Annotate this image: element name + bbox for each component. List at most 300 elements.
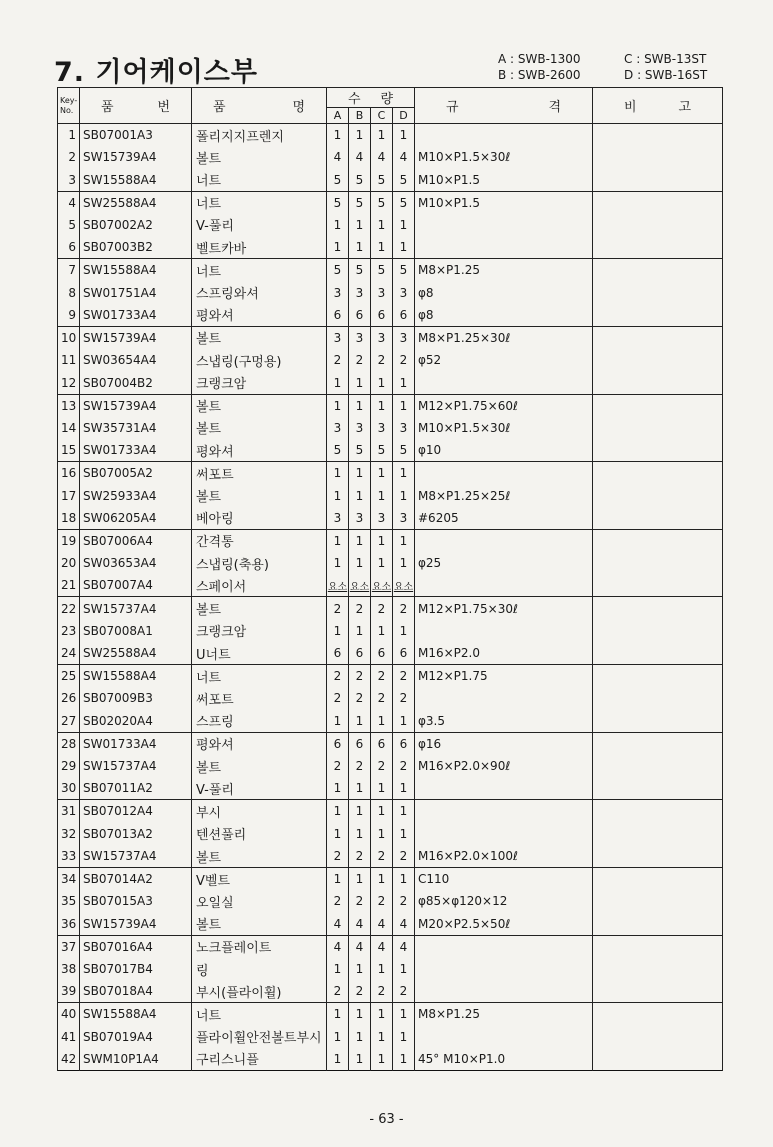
cell-code: SW01751A4 [80, 281, 192, 304]
cell-b: 2 [349, 890, 371, 913]
cell-code: SB07008A1 [80, 620, 192, 643]
cell-remark [593, 732, 723, 755]
cell-b: 1 [349, 484, 371, 507]
cell-name: 써포트 [192, 462, 327, 485]
cell-name: 플라이휠안전볼트부시 [192, 1025, 327, 1048]
cell-c: 1 [371, 124, 393, 147]
page-title: 7. 기어케이스부 [54, 57, 258, 88]
cell-name: 볼트 [192, 394, 327, 417]
qty-header: 수 량 [327, 88, 415, 108]
cell-a: 1 [327, 462, 349, 485]
cell-remark [593, 935, 723, 958]
cell-no: 1 [58, 124, 80, 147]
cell-c: 1 [371, 1025, 393, 1048]
cell-remark [593, 890, 723, 913]
cell-spec: #6205 [415, 507, 593, 530]
cell-name: 크랭크암 [192, 620, 327, 643]
cell-remark [593, 642, 723, 665]
cell-no: 32 [58, 822, 80, 845]
cell-c: 1 [371, 236, 393, 259]
cell-name: V-풀리 [192, 214, 327, 237]
table-row [58, 935, 723, 958]
table-row [58, 169, 723, 192]
parts-rows [58, 124, 723, 1071]
cell-b: 1 [349, 822, 371, 845]
cell-d: 1 [393, 1048, 415, 1071]
cell-code: SW15588A4 [80, 665, 192, 688]
cell-c: 2 [371, 687, 393, 710]
cell-d: 6 [393, 304, 415, 327]
part-name-header: 품 명 [192, 88, 327, 124]
cell-no: 27 [58, 710, 80, 733]
cell-c: 3 [371, 417, 393, 440]
cell-c: 1 [371, 552, 393, 575]
table-row [58, 687, 723, 710]
cell-code: SW15737A4 [80, 597, 192, 620]
cell-b: 1 [349, 620, 371, 643]
cell-spec [415, 980, 593, 1003]
spec-header: 규 격 [415, 88, 593, 124]
cell-remark [593, 1003, 723, 1026]
cell-name: 볼트 [192, 845, 327, 868]
cell-remark [593, 372, 723, 395]
cell-b: 1 [349, 214, 371, 237]
cell-no: 42 [58, 1048, 80, 1071]
cell-c: 2 [371, 755, 393, 778]
cell-b: 2 [349, 845, 371, 868]
cell-d: 2 [393, 980, 415, 1003]
cell-remark [593, 665, 723, 688]
cell-code: SB07004B2 [80, 372, 192, 395]
cell-spec: M8×P1.25 [415, 259, 593, 282]
cell-b: 2 [349, 349, 371, 372]
cell-name: 볼트 [192, 484, 327, 507]
cell-spec: φ85×φ120×12 [415, 890, 593, 913]
cell-spec [415, 620, 593, 643]
cell-d: 1 [393, 1003, 415, 1026]
cell-remark [593, 259, 723, 282]
cell-a: 2 [327, 687, 349, 710]
cell-name: 벨트카바 [192, 236, 327, 259]
model-a: A : SWB-1300 [498, 52, 581, 66]
cell-remark [593, 146, 723, 169]
cell-spec: M10×P1.5 [415, 169, 593, 192]
cell-name: 볼트 [192, 326, 327, 349]
cell-no: 39 [58, 980, 80, 1003]
cell-code: SW15588A4 [80, 259, 192, 282]
cell-name: 평와셔 [192, 439, 327, 462]
cell-d: 1 [393, 710, 415, 733]
cell-c: 4 [371, 146, 393, 169]
cell-no: 25 [58, 665, 80, 688]
cell-a: 1 [327, 777, 349, 800]
cell-c: 1 [371, 394, 393, 417]
cell-spec: M16×P2.0×90ℓ [415, 755, 593, 778]
cell-code: SB07009B3 [80, 687, 192, 710]
cell-c: 2 [371, 597, 393, 620]
cell-spec [415, 935, 593, 958]
cell-code: SW15739A4 [80, 146, 192, 169]
cell-c: 1 [371, 214, 393, 237]
cell-code: SB07016A4 [80, 935, 192, 958]
cell-remark [593, 913, 723, 936]
cell-c: 1 [371, 484, 393, 507]
cell-remark [593, 552, 723, 575]
cell-spec: φ25 [415, 552, 593, 575]
cell-a: 3 [327, 281, 349, 304]
cell-spec [415, 372, 593, 395]
cell-a: 2 [327, 755, 349, 778]
table-row [58, 124, 723, 147]
cell-d: 2 [393, 597, 415, 620]
cell-no: 26 [58, 687, 80, 710]
cell-code: SW01733A4 [80, 304, 192, 327]
cell-no: 23 [58, 620, 80, 643]
cell-b: 5 [349, 439, 371, 462]
cell-code: SB07007A4 [80, 574, 192, 597]
table-row [58, 868, 723, 891]
cell-c: 1 [371, 1048, 393, 1071]
cell-code: SB07017B4 [80, 958, 192, 981]
table-row [58, 484, 723, 507]
table-row [58, 462, 723, 485]
cell-remark [593, 191, 723, 214]
cell-c: 1 [371, 462, 393, 485]
cell-a: 1 [327, 236, 349, 259]
table-row [58, 552, 723, 575]
cell-b: 1 [349, 710, 371, 733]
cell-d: 3 [393, 507, 415, 530]
cell-name: 크랭크암 [192, 372, 327, 395]
cell-b: 4 [349, 913, 371, 936]
cell-b: 2 [349, 665, 371, 688]
cell-remark [593, 439, 723, 462]
cell-spec [415, 958, 593, 981]
cell-d: 2 [393, 349, 415, 372]
table-row [58, 259, 723, 282]
cell-a: 2 [327, 349, 349, 372]
cell-no: 6 [58, 236, 80, 259]
cell-no: 33 [58, 845, 80, 868]
cell-d: 1 [393, 868, 415, 891]
cell-c: 1 [371, 710, 393, 733]
table-row [58, 732, 723, 755]
qty-col-c: C [371, 108, 393, 124]
cell-a: 3 [327, 326, 349, 349]
page-number: - 63 - [369, 1112, 404, 1127]
cell-spec: M10×P1.5 [415, 191, 593, 214]
cell-name: 스냅링(구멍용) [192, 349, 327, 372]
cell-d: 1 [393, 958, 415, 981]
cell-remark [593, 822, 723, 845]
cell-spec [415, 687, 593, 710]
cell-c: 4 [371, 935, 393, 958]
cell-no: 2 [58, 146, 80, 169]
cell-remark [593, 687, 723, 710]
cell-spec [415, 822, 593, 845]
cell-a: 1 [327, 484, 349, 507]
cell-d: 2 [393, 755, 415, 778]
cell-remark [593, 597, 723, 620]
cell-a: 1 [327, 552, 349, 575]
cell-name: 노크플레이트 [192, 935, 327, 958]
cell-b: 1 [349, 552, 371, 575]
cell-no: 30 [58, 777, 80, 800]
cell-code: SB07012A4 [80, 800, 192, 823]
cell-remark [593, 169, 723, 192]
cell-b: 2 [349, 980, 371, 1003]
cell-c: 6 [371, 642, 393, 665]
cell-d: 1 [393, 372, 415, 395]
cell-a: 1 [327, 214, 349, 237]
cell-a: 5 [327, 169, 349, 192]
cell-name: 부시 [192, 800, 327, 823]
cell-d: 1 [393, 462, 415, 485]
cell-spec [415, 462, 593, 485]
cell-a: 5 [327, 259, 349, 282]
cell-d: 3 [393, 326, 415, 349]
table-row [58, 417, 723, 440]
cell-c: 5 [371, 259, 393, 282]
table-row [58, 326, 723, 349]
cell-no: 24 [58, 642, 80, 665]
cell-code: SW15739A4 [80, 913, 192, 936]
cell-spec: M10×P1.5×30ℓ [415, 146, 593, 169]
cell-code: SW15588A4 [80, 169, 192, 192]
cell-code: SW35731A4 [80, 417, 192, 440]
cell-a: 1 [327, 800, 349, 823]
cell-spec: M12×P1.75×30ℓ [415, 597, 593, 620]
table-row [58, 507, 723, 530]
cell-remark [593, 845, 723, 868]
cell-c: 6 [371, 304, 393, 327]
cell-b: 5 [349, 191, 371, 214]
cell-b: 6 [349, 642, 371, 665]
cell-name: 볼트 [192, 597, 327, 620]
cell-name: 볼트 [192, 417, 327, 440]
cell-remark [593, 214, 723, 237]
cell-no: 40 [58, 1003, 80, 1026]
cell-spec: φ52 [415, 349, 593, 372]
cell-a: 4 [327, 913, 349, 936]
table-row [58, 372, 723, 395]
cell-a: 2 [327, 980, 349, 1003]
cell-code: SW15739A4 [80, 394, 192, 417]
cell-b: 1 [349, 236, 371, 259]
cell-c: 1 [371, 958, 393, 981]
cell-remark [593, 800, 723, 823]
cell-spec: φ3.5 [415, 710, 593, 733]
cell-code: SB07015A3 [80, 890, 192, 913]
cell-d: 6 [393, 732, 415, 755]
cell-code: SW03654A4 [80, 349, 192, 372]
table-row [58, 214, 723, 237]
cell-d: 1 [393, 529, 415, 552]
cell-d: 1 [393, 777, 415, 800]
cell-code: SB07019A4 [80, 1025, 192, 1048]
cell-code: SB07011A2 [80, 777, 192, 800]
parts-table [57, 87, 723, 1071]
cell-remark [593, 417, 723, 440]
cell-c: 3 [371, 326, 393, 349]
cell-spec: M8×P1.25 [415, 1003, 593, 1026]
cell-no: 21 [58, 574, 80, 597]
cell-a: 2 [327, 665, 349, 688]
cell-spec [415, 124, 593, 147]
cell-a: 1 [327, 1003, 349, 1026]
cell-c: 1 [371, 620, 393, 643]
cell-remark [593, 777, 723, 800]
part-no-header: 품 번 [80, 88, 192, 124]
cell-remark [593, 755, 723, 778]
cell-b: 2 [349, 755, 371, 778]
cell-a: 1 [327, 1048, 349, 1071]
remark-header: 비 고 [593, 88, 723, 124]
cell-a: 1 [327, 529, 349, 552]
cell-b: 1 [349, 1003, 371, 1026]
cell-d: 1 [393, 800, 415, 823]
cell-name: 링 [192, 958, 327, 981]
cell-no: 20 [58, 552, 80, 575]
model-b: B : SWB-2600 [498, 68, 581, 82]
cell-d: 2 [393, 665, 415, 688]
cell-b: 1 [349, 372, 371, 395]
table-row [58, 890, 723, 913]
cell-a: 6 [327, 732, 349, 755]
cell-code: SW06205A4 [80, 507, 192, 530]
cell-spec: φ16 [415, 732, 593, 755]
cell-d: 1 [393, 124, 415, 147]
table-row [58, 958, 723, 981]
cell-d: 6 [393, 642, 415, 665]
cell-b: 1 [349, 800, 371, 823]
cell-a: 1 [327, 822, 349, 845]
table-row [58, 642, 723, 665]
cell-no: 7 [58, 259, 80, 282]
cell-d: 2 [393, 687, 415, 710]
cell-code: SW15737A4 [80, 755, 192, 778]
cell-b: 3 [349, 417, 371, 440]
cell-spec: φ8 [415, 281, 593, 304]
table-row [58, 1025, 723, 1048]
cell-a: 1 [327, 710, 349, 733]
cell-a: 6 [327, 304, 349, 327]
cell-no: 8 [58, 281, 80, 304]
cell-d: 3 [393, 281, 415, 304]
cell-no: 28 [58, 732, 80, 755]
table-row [58, 146, 723, 169]
cell-d: 4 [393, 913, 415, 936]
cell-spec: φ10 [415, 439, 593, 462]
cell-spec [415, 800, 593, 823]
table-row [58, 1048, 723, 1071]
cell-d: 4 [393, 935, 415, 958]
cell-b: 3 [349, 281, 371, 304]
cell-name: 볼트 [192, 146, 327, 169]
cell-b: 1 [349, 1048, 371, 1071]
cell-code: SW15737A4 [80, 845, 192, 868]
cell-c: 4 [371, 913, 393, 936]
cell-spec: φ8 [415, 304, 593, 327]
cell-a: 1 [327, 394, 349, 417]
table-row [58, 822, 723, 845]
cell-code: SB07006A4 [80, 529, 192, 552]
cell-d: 4 [393, 146, 415, 169]
cell-remark [593, 620, 723, 643]
cell-no: 4 [58, 191, 80, 214]
cell-b: 3 [349, 326, 371, 349]
cell-name: 부시(플라이휠) [192, 980, 327, 1003]
cell-a: 1 [327, 1025, 349, 1048]
cell-a: 6 [327, 642, 349, 665]
cell-b: 6 [349, 732, 371, 755]
cell-no: 3 [58, 169, 80, 192]
cell-d: 2 [393, 845, 415, 868]
table-row [58, 439, 723, 462]
cell-remark [593, 124, 723, 147]
cell-b: 4 [349, 146, 371, 169]
cell-a: 1 [327, 958, 349, 981]
cell-code: SW01733A4 [80, 439, 192, 462]
cell-remark [593, 462, 723, 485]
cell-b: 1 [349, 124, 371, 147]
cell-no: 35 [58, 890, 80, 913]
cell-b: 2 [349, 687, 371, 710]
table-row [58, 394, 723, 417]
table-row [58, 304, 723, 327]
cell-code: SW03653A4 [80, 552, 192, 575]
model-d: D : SWB-16ST [624, 68, 708, 82]
cell-b: 5 [349, 169, 371, 192]
cell-name: 볼트 [192, 913, 327, 936]
cell-name: 간격통 [192, 529, 327, 552]
cell-name: 너트 [192, 665, 327, 688]
cell-remark [593, 349, 723, 372]
cell-name: 스페이서 [192, 574, 327, 597]
table-row [58, 281, 723, 304]
cell-no: 10 [58, 326, 80, 349]
cell-remark [593, 958, 723, 981]
cell-spec: M20×P2.5×50ℓ [415, 913, 593, 936]
cell-a: 2 [327, 845, 349, 868]
cell-code: SB07018A4 [80, 980, 192, 1003]
qty-col-b: B [349, 108, 371, 124]
cell-spec: C110 [415, 868, 593, 891]
table-row [58, 597, 723, 620]
table-row [58, 236, 723, 259]
cell-a: 5 [327, 191, 349, 214]
cell-spec: M12×P1.75 [415, 665, 593, 688]
cell-no: 31 [58, 800, 80, 823]
table-row [58, 800, 723, 823]
table-row [58, 574, 723, 597]
cell-c: 2 [371, 980, 393, 1003]
cell-c: 6 [371, 732, 393, 755]
cell-code: SWM10P1A4 [80, 1048, 192, 1071]
cell-name: 스프링와셔 [192, 281, 327, 304]
cell-spec: 45° M10×P1.0 [415, 1048, 593, 1071]
cell-code: SW25588A4 [80, 191, 192, 214]
cell-no: 38 [58, 958, 80, 981]
cell-remark [593, 710, 723, 733]
cell-b: 1 [349, 1025, 371, 1048]
cell-b: 1 [349, 462, 371, 485]
cell-c: 2 [371, 349, 393, 372]
cell-d: 1 [393, 552, 415, 575]
cell-c: 1 [371, 372, 393, 395]
cell-no: 16 [58, 462, 80, 485]
key-no-header: Key- No. [58, 88, 80, 124]
